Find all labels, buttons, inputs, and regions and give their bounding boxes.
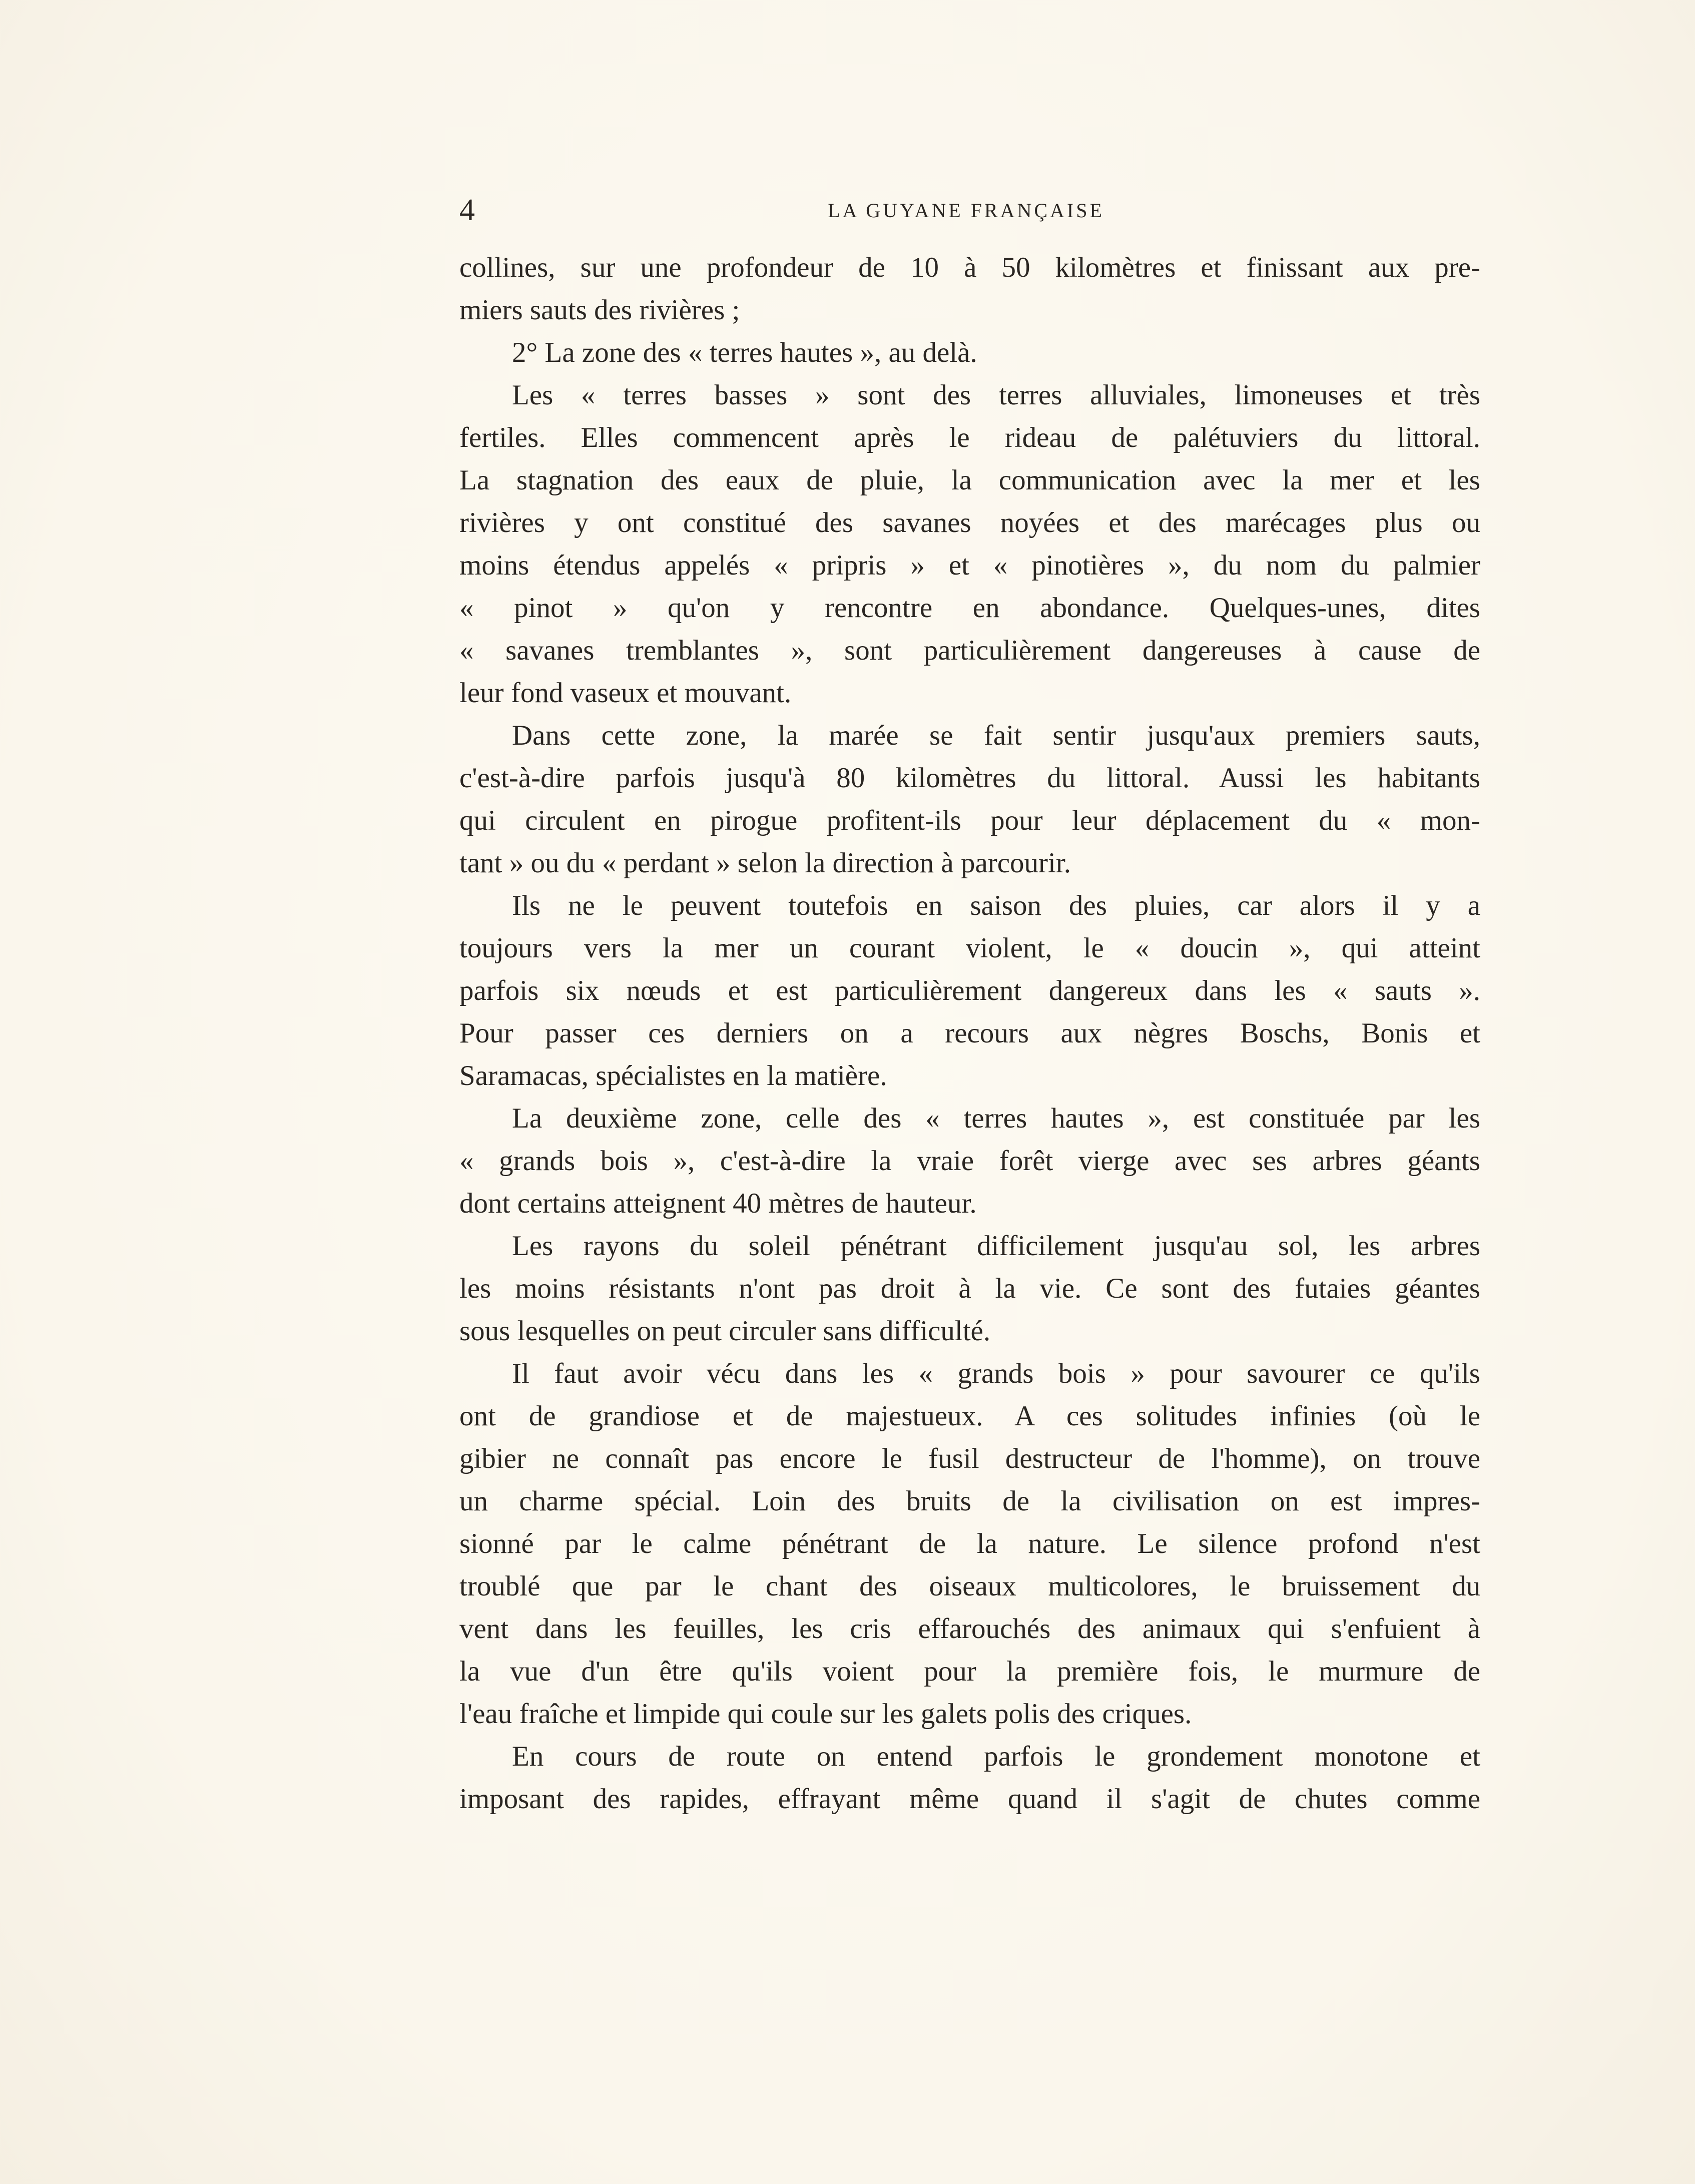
text-line: parfois six nœuds et est particulièrement dangereux dans les « sauts ». <box>459 975 1480 1006</box>
text-line: Les rayons du soleil pénétrant difficilement jusqu'au sol, les arbres <box>512 1230 1480 1262</box>
text-line: ont de grandiose et de majestueux. A ces solitudes infinies (où le <box>459 1400 1480 1432</box>
page-number: 4 <box>459 193 475 227</box>
text-line: tant » ou du « perdant » selon la direction à parcourir. <box>459 847 1071 879</box>
text-line: dont certains atteignent 40 mètres de hauteur. <box>459 1188 977 1219</box>
text-line: moins étendus appelés « pripris » et « pinotières », du nom du palmier <box>459 550 1480 581</box>
text-line: collines, sur une profondeur de 10 à 50 kilomètres et finissant aux pre- <box>459 252 1480 283</box>
text-line: Les « terres basses » sont des terres alluviales, limoneuses et très <box>512 379 1480 411</box>
text-line: c'est-à-dire parfois jusqu'à 80 kilomètres du littoral. Aussi les habitants <box>459 762 1480 794</box>
text-line: La stagnation des eaux de pluie, la communication avec la mer et les <box>459 464 1480 496</box>
text-line: imposant des rapides, effrayant même quand il s'agit de chutes comme <box>459 1783 1480 1815</box>
text-line: Il faut avoir vécu dans les « grands bois » pour savourer ce qu'ils <box>512 1358 1480 1389</box>
text-line: gibier ne connaît pas encore le fusil destructeur de l'homme), on trouve <box>459 1443 1480 1474</box>
text-line: la vue d'un être qu'ils voient pour la première fois, le murmure de <box>459 1656 1480 1687</box>
running-title: LA GUYANE FRANÇAISE <box>828 199 1104 222</box>
text-line: les moins résistants n'ont pas droit à la vie. Ce sont des futaies géantes <box>459 1273 1480 1304</box>
text-line: En cours de route on entend parfois le grondement monotone et <box>512 1741 1480 1772</box>
text-line: Dans cette zone, la marée se fait sentir jusqu'aux premiers sauts, <box>512 720 1480 751</box>
text-line: troublé que par le chant des oiseaux multicolores, le bruissement du <box>459 1570 1480 1602</box>
text-line: Ils ne le peuvent toutefois en saison des pluies, car alors il y a <box>512 890 1480 921</box>
text-line: rivières y ont constitué des savanes noyées et des marécages plus ou <box>459 507 1480 538</box>
text-line: un charme spécial. Loin des bruits de la civilisation on est impres- <box>459 1485 1480 1517</box>
text-line: toujours vers la mer un courant violent, le « doucin », qui atteint <box>459 932 1480 964</box>
text-line: fertiles. Elles commencent après le rideau de palétuviers du littoral. <box>459 422 1480 453</box>
running-head <box>459 190 1473 230</box>
text-line: sionné par le calme pénétrant de la nature. Le silence profond n'est <box>459 1528 1480 1559</box>
text-line: qui circulent en pirogue profitent-ils pour leur déplacement du « mon- <box>459 805 1480 836</box>
text-line: « savanes tremblantes », sont particulièrement dangereuses à cause de <box>459 635 1480 666</box>
text-line: l'eau fraîche et limpide qui coule sur les galets polis des criques. <box>459 1698 1192 1730</box>
text-line: sous lesquelles on peut circuler sans difficulté. <box>459 1315 991 1347</box>
text-line: miers sauts des rivières ; <box>459 294 740 326</box>
text-line: « grands bois », c'est-à-dire la vraie forêt vierge avec ses arbres géants <box>459 1145 1480 1177</box>
text-line: Pour passer ces derniers on a recours aux nègres Boschs, Bonis et <box>459 1017 1480 1049</box>
text-line: Saramacas, spécialistes en la matière. <box>459 1060 887 1091</box>
text-line: 2° La zone des « terres hautes », au delà. <box>512 337 977 368</box>
text-line: vent dans les feuilles, les cris effarouchés des animaux qui s'enfuient à <box>459 1613 1480 1645</box>
text-line: leur fond vaseux et mouvant. <box>459 677 792 709</box>
body-text <box>459 246 1480 1820</box>
text-line: La deuxième zone, celle des « terres hautes », est constituée par les <box>512 1103 1480 1134</box>
text-line: « pinot » qu'on y rencontre en abondance. Quelques-unes, dites <box>459 592 1480 624</box>
